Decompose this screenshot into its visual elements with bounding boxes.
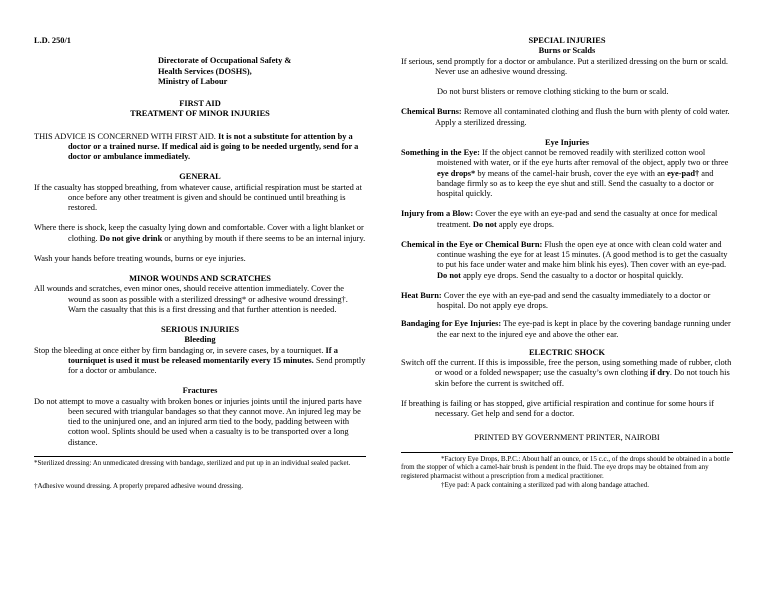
chemical-in-eye-label: Chemical in the Eye or Chemical Burn: [401, 239, 543, 249]
general-p2-a: Where there is shock, keep the casualty lying down and comfortable. Cover with a light blanket or clothing. [34, 223, 364, 243]
chemical-burns-label: Chemical Burns: [401, 107, 462, 117]
blow-bold: Do not [472, 219, 497, 229]
intro-bold: It is not a substitute for attention by a doctor or a trained nurse. If medical aid is going to be needed urgently, send for a doctor or ambulance immediately. [68, 131, 359, 161]
serious-injuries-heading: SERIOUS INJURIES [161, 325, 239, 334]
chemical-burns-paragraph [401, 107, 733, 128]
footnote-divider-right [401, 452, 733, 453]
left-column [34, 36, 366, 490]
breathing-paragraph: If breathing is failing or has stopped, give artificial respiration and continue for some hours if necessary. Get help and send for a doctor. [401, 398, 715, 418]
document-number: L.D. 250/1 [34, 36, 71, 45]
bleeding-a: Stop the bleeding at once either by firm bandaging or, in severe cases, by a tourniquet. [34, 345, 324, 355]
bandaging-paragraph [401, 319, 733, 340]
directorate-line-2: Health Services (DOSHS), [158, 66, 252, 76]
directorate-line-1: Directorate of Occupational Safety & [158, 56, 292, 66]
shock-a: Switch off the current. If this is impossible, free the person, using something made of rubber, cloth or wood or a folded newspaper; use the casualty’s own clothing [401, 358, 732, 378]
chemical-in-eye-paragraph [401, 240, 733, 281]
blow-a: Cover the eye with an eye-pad and send the casualty at once for medical treatment. [437, 209, 718, 229]
injury-from-blow-label: Injury from a Blow: [401, 209, 474, 219]
minor-wounds-heading: MINOR WOUNDS AND SCRATCHES [129, 274, 271, 283]
something-in-eye-label: Something in the Eye: [401, 148, 480, 157]
bleeding-paragraph [34, 346, 366, 377]
intro-paragraph [34, 132, 366, 163]
chem-eye-a: Flush the open eye at once with clean cold water and continue washing the eye for at least 15 minutes. (A good method is to get the casualty to put his face under water and make him blink his eyes). Then cover with an eye-pad. [437, 239, 728, 270]
heat-burn-paragraph [401, 291, 733, 312]
intro-plain: THIS ADVICE IS CONCERNED WITH FIRST AID. [34, 131, 216, 141]
document-title-1: FIRST AID [179, 99, 221, 108]
printer-credit: PRINTED BY GOVERNMENT PRINTER, NAIROBI [474, 433, 660, 443]
bleeding-b: Send promptly for a doctor or ambulance. [68, 355, 366, 375]
right-column [401, 36, 733, 490]
burns-paragraph-2: Do not burst blisters or remove clothing sticking to the burn or scald. [437, 87, 669, 96]
footnote-sterilized-dressing: *Sterilized dressing: An unmedicated dressing with bandage, sterilized and put up in an individual sealed packet. [34, 458, 351, 467]
footnote-eye-drops: *Factory Eye Drops, B.P.C.: About half an ounce, or 15 c.c., of the drops should be obtained in a bottle from the stopper of which a camel-hair brush is pendent in the fluid. The eye drops may be obtained from any registered pharmacist without a prescription from a medical practitioner. [401, 454, 730, 480]
something-bold-1: eye drops* [437, 168, 476, 178]
something-b: by means of the camel-hair brush, cover the eye with an [475, 168, 668, 178]
something-bold-2: eye-pad† [667, 168, 700, 178]
footnote-adhesive-dressing: †Adhesive wound dressing. A properly prepared adhesive wound dressing. [34, 481, 244, 490]
general-paragraph-3: Wash your hands before treating wounds, burns or eye injuries. [34, 253, 246, 263]
chem-eye-bold: Do not [437, 270, 461, 280]
electric-shock-paragraph [401, 358, 733, 389]
footnote-eye-pad: †Eye pad: A pack containing a sterilized pad with along bandage attached. [441, 480, 649, 489]
footnote-divider [34, 456, 366, 457]
bleeding-bold: If a tourniquet is used it must be released momentarily every 15 minutes. [68, 345, 338, 365]
injury-from-blow-paragraph [401, 209, 733, 230]
minor-wounds-paragraph: All wounds and scratches, even minor ones, should receive attention immediately. Cover the wound as soon as possible with a sterilized dressing* or adhesive wound dressing†. Warn the casualty that this is a first dressing and that further attention is needed. [34, 284, 348, 314]
document-title-2: TREATMENT OF MINOR INJURIES [130, 109, 270, 119]
shock-bold: if dry [650, 368, 670, 378]
general-p2-b: or anything by mouth if there seems to be an internal injury. [162, 233, 366, 243]
special-injuries-heading: SPECIAL INJURIES [528, 36, 606, 45]
electric-shock-heading: ELECTRIC SHOCK [528, 347, 606, 357]
something-c: and bandage firmly so as to keep the eye shut and still. Send the casualty to a doctor or hospital quickly. [437, 168, 714, 198]
heat-burn-label: Heat Burn: [401, 290, 442, 300]
general-heading: GENERAL [179, 172, 221, 182]
bandaging-text: The eye-pad is kept in place by the covering bandage running under the ear next to the injured eye and above the other ear. [437, 319, 731, 339]
directorate-block [158, 56, 366, 87]
burns-heading: Burns or Scalds [538, 46, 596, 56]
general-p2-bold: Do not give drink [97, 233, 163, 243]
heat-burn-text: Cover the eye with an eye-pad and send the casualty immediately to a doctor or hospital. Do not apply eye drops. [437, 290, 711, 310]
chem-eye-b: apply eye drops. Send the casualty to a doctor or hospital quickly. [460, 270, 684, 280]
something-a: If the object cannot be removed readily with sterilized cotton wool moistened with water, or if the eye hurts after removal of the object, apply two or three [437, 148, 729, 168]
general-paragraph-1: If the casualty has stopped breathing, from whatever cause, artificial respiration must be started at once before any other treatment is given and should be continued until breathing is restored. [34, 182, 362, 212]
something-in-eye-paragraph [401, 148, 733, 199]
fractures-heading: Fractures [182, 386, 218, 396]
bandaging-label: Bandaging for Eye Injuries: [401, 319, 502, 329]
blow-b: apply eye drops. [496, 219, 554, 229]
bleeding-heading: Bleeding [184, 335, 216, 345]
chemical-burns-text: Remove all contaminated clothing and flush the burn with plenty of cold water. Apply a sterilized dressing. [435, 107, 730, 127]
burns-paragraph-1: If serious, send promptly for a doctor or ambulance. Put a sterilized dressing on the burn or scald. Never use an adhesive wound dressing. [401, 56, 729, 76]
fractures-paragraph: Do not attempt to move a casualty with broken bones or injuries joints until the injured parts have been secured with triangular bandages so that they cannot move. An injured leg may be tied to the uninjured one, and an injured arm tied to the body, padding between with cotton wool. Splints should be used when a casualty is to be transported over a long distance. [34, 396, 362, 447]
directorate-line-3: Ministry of Labour [158, 76, 228, 86]
shock-b: . Do not touch his skin before the current is switched off. [435, 368, 730, 388]
eye-injuries-heading: Eye Injuries [545, 137, 589, 147]
general-paragraph-2 [34, 223, 366, 244]
